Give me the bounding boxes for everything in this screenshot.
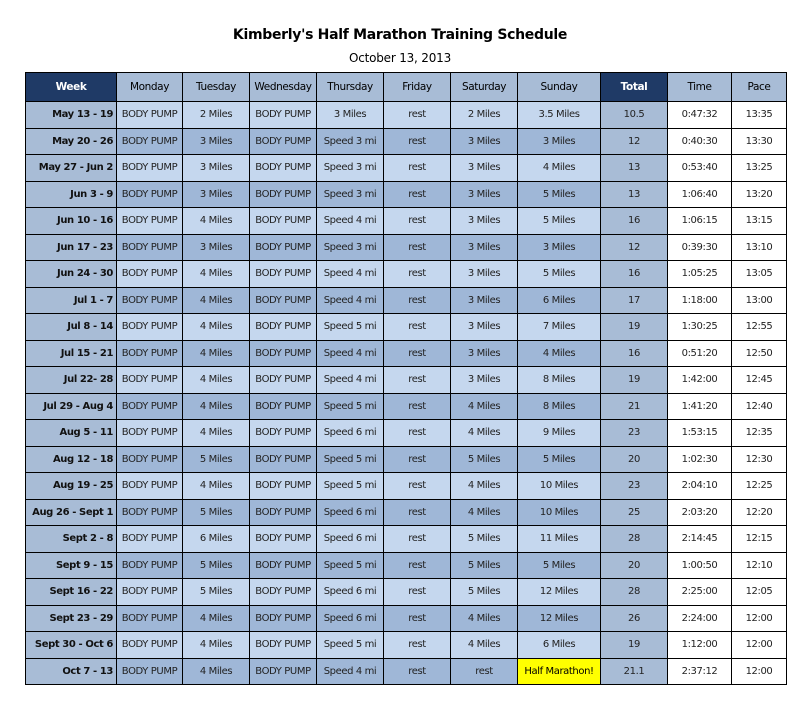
cell-saturday: 3 Miles <box>451 367 518 394</box>
cell-week: Sept 2 - 8 <box>26 526 117 553</box>
cell-pace: 13:10 <box>732 234 787 261</box>
cell-saturday: 4 Miles <box>451 632 518 659</box>
cell-friday: rest <box>384 314 451 341</box>
cell-week: Jun 24 - 30 <box>26 261 117 288</box>
cell-friday: rest <box>384 446 451 473</box>
cell-saturday: 4 Miles <box>451 473 518 500</box>
column-header-saturday: Saturday <box>451 73 518 102</box>
cell-friday: rest <box>384 393 451 420</box>
cell-week: May 20 - 26 <box>26 128 117 155</box>
cell-monday: BODY PUMP <box>117 234 183 261</box>
cell-week: Aug 26 - Sept 1 <box>26 499 117 526</box>
table-row <box>26 420 787 447</box>
cell-saturday: 4 Miles <box>451 393 518 420</box>
table-row <box>26 658 787 685</box>
cell-time: 1:18:00 <box>668 287 732 314</box>
cell-tuesday: 4 Miles <box>183 261 250 288</box>
cell-week: Aug 19 - 25 <box>26 473 117 500</box>
cell-time: 2:04:10 <box>668 473 732 500</box>
cell-sunday: 12 Miles <box>518 605 601 632</box>
cell-total: 19 <box>601 367 668 394</box>
cell-total: 21 <box>601 393 668 420</box>
cell-time: 1:42:00 <box>668 367 732 394</box>
cell-thursday: Speed 6 mi <box>317 579 384 606</box>
cell-wednesday: BODY PUMP <box>250 420 317 447</box>
cell-thursday: Speed 6 mi <box>317 499 384 526</box>
cell-monday: BODY PUMP <box>117 632 183 659</box>
cell-wednesday: BODY PUMP <box>250 393 317 420</box>
cell-friday: rest <box>384 208 451 235</box>
cell-monday: BODY PUMP <box>117 420 183 447</box>
cell-friday: rest <box>384 234 451 261</box>
cell-monday: BODY PUMP <box>117 526 183 553</box>
table-row <box>26 446 787 473</box>
table-row <box>26 473 787 500</box>
cell-tuesday: 5 Miles <box>183 579 250 606</box>
cell-monday: BODY PUMP <box>117 579 183 606</box>
cell-saturday: 5 Miles <box>451 526 518 553</box>
cell-time: 0:53:40 <box>668 155 732 182</box>
column-header-week: Week <box>26 73 117 102</box>
cell-pace: 12:40 <box>732 393 787 420</box>
cell-total: 20 <box>601 446 668 473</box>
cell-pace: 12:35 <box>732 420 787 447</box>
cell-sunday: 8 Miles <box>518 393 601 420</box>
cell-friday: rest <box>384 155 451 182</box>
cell-time: 2:24:00 <box>668 605 732 632</box>
cell-friday: rest <box>384 128 451 155</box>
cell-thursday: Speed 4 mi <box>317 208 384 235</box>
training-schedule-table <box>25 72 787 685</box>
cell-total: 16 <box>601 261 668 288</box>
cell-thursday: Speed 3 mi <box>317 234 384 261</box>
header-row <box>26 73 787 102</box>
cell-pace: 12:15 <box>732 526 787 553</box>
cell-pace: 13:05 <box>732 261 787 288</box>
cell-friday: rest <box>384 658 451 685</box>
table-row <box>26 208 787 235</box>
cell-pace: 12:30 <box>732 446 787 473</box>
cell-sunday: 3 Miles <box>518 234 601 261</box>
cell-thursday: Speed 5 mi <box>317 446 384 473</box>
table-row <box>26 102 787 129</box>
cell-tuesday: 4 Miles <box>183 420 250 447</box>
cell-thursday: Speed 4 mi <box>317 261 384 288</box>
column-header-wednesday: Wednesday <box>250 73 317 102</box>
cell-thursday: Speed 4 mi <box>317 287 384 314</box>
cell-total: 28 <box>601 526 668 553</box>
cell-friday: rest <box>384 340 451 367</box>
column-header-friday: Friday <box>384 73 451 102</box>
cell-week: Jun 3 - 9 <box>26 181 117 208</box>
cell-wednesday: BODY PUMP <box>250 473 317 500</box>
cell-time: 2:14:45 <box>668 526 732 553</box>
cell-tuesday: 5 Miles <box>183 446 250 473</box>
cell-wednesday: BODY PUMP <box>250 234 317 261</box>
cell-time: 2:03:20 <box>668 499 732 526</box>
cell-time: 1:53:15 <box>668 420 732 447</box>
cell-time: 1:06:15 <box>668 208 732 235</box>
cell-tuesday: 5 Miles <box>183 552 250 579</box>
cell-friday: rest <box>384 632 451 659</box>
cell-tuesday: 3 Miles <box>183 181 250 208</box>
cell-time: 2:37:12 <box>668 658 732 685</box>
cell-tuesday: 2 Miles <box>183 102 250 129</box>
cell-thursday: Speed 6 mi <box>317 420 384 447</box>
table-row <box>26 526 787 553</box>
cell-time: 1:30:25 <box>668 314 732 341</box>
cell-saturday: 5 Miles <box>451 579 518 606</box>
cell-pace: 12:10 <box>732 552 787 579</box>
cell-friday: rest <box>384 552 451 579</box>
cell-pace: 12:45 <box>732 367 787 394</box>
cell-tuesday: 4 Miles <box>183 473 250 500</box>
cell-tuesday: 6 Miles <box>183 526 250 553</box>
cell-total: 12 <box>601 234 668 261</box>
cell-thursday: Speed 6 mi <box>317 526 384 553</box>
cell-monday: BODY PUMP <box>117 208 183 235</box>
cell-tuesday: 4 Miles <box>183 314 250 341</box>
cell-sunday: 9 Miles <box>518 420 601 447</box>
cell-sunday: 5 Miles <box>518 552 601 579</box>
cell-sunday: 10 Miles <box>518 473 601 500</box>
cell-saturday: 4 Miles <box>451 420 518 447</box>
table-row <box>26 499 787 526</box>
cell-thursday: Speed 4 mi <box>317 367 384 394</box>
cell-pace: 13:30 <box>732 128 787 155</box>
cell-time: 0:39:30 <box>668 234 732 261</box>
column-header-thursday: Thursday <box>317 73 384 102</box>
cell-total: 26 <box>601 605 668 632</box>
cell-monday: BODY PUMP <box>117 552 183 579</box>
cell-tuesday: 3 Miles <box>183 155 250 182</box>
cell-week: Jul 1 - 7 <box>26 287 117 314</box>
table-row <box>26 181 787 208</box>
cell-wednesday: BODY PUMP <box>250 632 317 659</box>
cell-monday: BODY PUMP <box>117 446 183 473</box>
cell-monday: BODY PUMP <box>117 605 183 632</box>
cell-wednesday: BODY PUMP <box>250 367 317 394</box>
cell-tuesday: 4 Miles <box>183 340 250 367</box>
cell-saturday: 3 Miles <box>451 287 518 314</box>
cell-sunday: 4 Miles <box>518 155 601 182</box>
cell-pace: 13:35 <box>732 102 787 129</box>
table-row <box>26 128 787 155</box>
table-row <box>26 234 787 261</box>
cell-saturday: 5 Miles <box>451 446 518 473</box>
cell-total: 19 <box>601 632 668 659</box>
cell-sunday: 7 Miles <box>518 314 601 341</box>
table-row <box>26 579 787 606</box>
cell-saturday: 3 Miles <box>451 128 518 155</box>
cell-wednesday: BODY PUMP <box>250 208 317 235</box>
cell-total: 16 <box>601 208 668 235</box>
cell-wednesday: BODY PUMP <box>250 102 317 129</box>
cell-pace: 12:50 <box>732 340 787 367</box>
cell-week: Aug 12 - 18 <box>26 446 117 473</box>
cell-sunday: 3.5 Miles <box>518 102 601 129</box>
cell-pace: 12:25 <box>732 473 787 500</box>
cell-tuesday: 4 Miles <box>183 658 250 685</box>
cell-wednesday: BODY PUMP <box>250 552 317 579</box>
cell-sunday: 5 Miles <box>518 181 601 208</box>
cell-saturday: 5 Miles <box>451 552 518 579</box>
cell-pace: 12:05 <box>732 579 787 606</box>
cell-friday: rest <box>384 579 451 606</box>
cell-monday: BODY PUMP <box>117 658 183 685</box>
cell-pace: 13:00 <box>732 287 787 314</box>
cell-wednesday: BODY PUMP <box>250 314 317 341</box>
table-row <box>26 552 787 579</box>
cell-sunday: 6 Miles <box>518 632 601 659</box>
cell-total: 23 <box>601 420 668 447</box>
page-title: Kimberly's Half Marathon Training Schedule <box>232 27 568 43</box>
cell-friday: rest <box>384 367 451 394</box>
cell-sunday: 4 Miles <box>518 340 601 367</box>
column-header-time: Time <box>668 73 732 102</box>
cell-friday: rest <box>384 473 451 500</box>
cell-sunday: 11 Miles <box>518 526 601 553</box>
cell-pace: 12:00 <box>732 658 787 685</box>
cell-monday: BODY PUMP <box>117 367 183 394</box>
cell-thursday: Speed 5 mi <box>317 552 384 579</box>
cell-tuesday: 3 Miles <box>183 128 250 155</box>
cell-wednesday: BODY PUMP <box>250 658 317 685</box>
cell-saturday: 3 Miles <box>451 208 518 235</box>
cell-thursday: Speed 3 mi <box>317 155 384 182</box>
cell-saturday: 2 Miles <box>451 102 518 129</box>
cell-sunday: 5 Miles <box>518 446 601 473</box>
cell-monday: BODY PUMP <box>117 314 183 341</box>
cell-thursday: Speed 6 mi <box>317 605 384 632</box>
cell-sunday: 5 Miles <box>518 208 601 235</box>
cell-sunday: 10 Miles <box>518 499 601 526</box>
cell-saturday: 3 Miles <box>451 155 518 182</box>
page-subtitle-date: October 13, 2013 <box>348 51 452 65</box>
cell-total: 23 <box>601 473 668 500</box>
cell-total: 12 <box>601 128 668 155</box>
cell-monday: BODY PUMP <box>117 287 183 314</box>
table-row <box>26 261 787 288</box>
cell-time: 0:40:30 <box>668 128 732 155</box>
cell-week: Sept 30 - Oct 6 <box>26 632 117 659</box>
cell-pace: 13:25 <box>732 155 787 182</box>
cell-time: 1:00:50 <box>668 552 732 579</box>
cell-thursday: Speed 5 mi <box>317 393 384 420</box>
cell-time: 1:41:20 <box>668 393 732 420</box>
cell-sunday: 8 Miles <box>518 367 601 394</box>
cell-wednesday: BODY PUMP <box>250 340 317 367</box>
cell-wednesday: BODY PUMP <box>250 605 317 632</box>
cell-week: Jun 17 - 23 <box>26 234 117 261</box>
cell-half-marathon-highlight: Half Marathon! <box>518 658 601 685</box>
cell-tuesday: 4 Miles <box>183 393 250 420</box>
cell-wednesday: BODY PUMP <box>250 287 317 314</box>
cell-monday: BODY PUMP <box>117 128 183 155</box>
cell-total: 25 <box>601 499 668 526</box>
cell-time: 1:06:40 <box>668 181 732 208</box>
cell-monday: BODY PUMP <box>117 181 183 208</box>
table-row <box>26 367 787 394</box>
cell-pace: 13:20 <box>732 181 787 208</box>
cell-wednesday: BODY PUMP <box>250 128 317 155</box>
cell-tuesday: 4 Miles <box>183 208 250 235</box>
cell-time: 0:51:20 <box>668 340 732 367</box>
cell-total: 28 <box>601 579 668 606</box>
cell-time: 0:47:32 <box>668 102 732 129</box>
cell-friday: rest <box>384 102 451 129</box>
cell-friday: rest <box>384 420 451 447</box>
cell-time: 2:25:00 <box>668 579 732 606</box>
table-row <box>26 605 787 632</box>
cell-wednesday: BODY PUMP <box>250 446 317 473</box>
cell-total: 13 <box>601 181 668 208</box>
cell-time: 1:05:25 <box>668 261 732 288</box>
cell-wednesday: BODY PUMP <box>250 261 317 288</box>
table-row <box>26 314 787 341</box>
cell-total: 19 <box>601 314 668 341</box>
table-row <box>26 393 787 420</box>
cell-saturday: 3 Miles <box>451 234 518 261</box>
cell-total: 20 <box>601 552 668 579</box>
cell-tuesday: 3 Miles <box>183 234 250 261</box>
cell-monday: BODY PUMP <box>117 340 183 367</box>
table-row <box>26 340 787 367</box>
cell-friday: rest <box>384 499 451 526</box>
cell-week: May 13 - 19 <box>26 102 117 129</box>
cell-thursday: 3 Miles <box>317 102 384 129</box>
cell-monday: BODY PUMP <box>117 393 183 420</box>
cell-total: 13 <box>601 155 668 182</box>
cell-week: Sept 9 - 15 <box>26 552 117 579</box>
cell-pace: 13:15 <box>732 208 787 235</box>
cell-friday: rest <box>384 261 451 288</box>
cell-time: 1:12:00 <box>668 632 732 659</box>
cell-monday: BODY PUMP <box>117 499 183 526</box>
cell-tuesday: 4 Miles <box>183 605 250 632</box>
cell-total: 21.1 <box>601 658 668 685</box>
cell-friday: rest <box>384 526 451 553</box>
cell-week: Jul 22- 28 <box>26 367 117 394</box>
cell-wednesday: BODY PUMP <box>250 526 317 553</box>
cell-thursday: Speed 4 mi <box>317 340 384 367</box>
cell-total: 10.5 <box>601 102 668 129</box>
cell-thursday: Speed 5 mi <box>317 314 384 341</box>
cell-monday: BODY PUMP <box>117 473 183 500</box>
column-header-sunday: Sunday <box>518 73 601 102</box>
cell-friday: rest <box>384 181 451 208</box>
column-header-monday: Monday <box>117 73 183 102</box>
column-header-tuesday: Tuesday <box>183 73 250 102</box>
cell-total: 17 <box>601 287 668 314</box>
cell-pace: 12:00 <box>732 632 787 659</box>
cell-wednesday: BODY PUMP <box>250 499 317 526</box>
cell-monday: BODY PUMP <box>117 155 183 182</box>
cell-friday: rest <box>384 287 451 314</box>
cell-pace: 12:00 <box>732 605 787 632</box>
cell-saturday: 3 Miles <box>451 261 518 288</box>
column-header-pace: Pace <box>732 73 787 102</box>
cell-thursday: Speed 5 mi <box>317 632 384 659</box>
cell-friday: rest <box>384 605 451 632</box>
table-row <box>26 632 787 659</box>
cell-saturday: 4 Miles <box>451 499 518 526</box>
cell-sunday: 6 Miles <box>518 287 601 314</box>
cell-time: 1:02:30 <box>668 446 732 473</box>
cell-pace: 12:20 <box>732 499 787 526</box>
cell-monday: BODY PUMP <box>117 102 183 129</box>
cell-saturday: 3 Miles <box>451 181 518 208</box>
cell-tuesday: 4 Miles <box>183 632 250 659</box>
cell-wednesday: BODY PUMP <box>250 155 317 182</box>
cell-week: Oct 7 - 13 <box>26 658 117 685</box>
cell-week: Jun 10 - 16 <box>26 208 117 235</box>
cell-sunday: 5 Miles <box>518 261 601 288</box>
table-row <box>26 287 787 314</box>
cell-thursday: Speed 5 mi <box>317 473 384 500</box>
cell-wednesday: BODY PUMP <box>250 579 317 606</box>
cell-tuesday: 4 Miles <box>183 287 250 314</box>
cell-week: Jul 15 - 21 <box>26 340 117 367</box>
cell-pace: 12:55 <box>732 314 787 341</box>
cell-week: May 27 - Jun 2 <box>26 155 117 182</box>
cell-saturday: 3 Miles <box>451 314 518 341</box>
cell-week: Jul 8 - 14 <box>26 314 117 341</box>
cell-week: Sept 16 - 22 <box>26 579 117 606</box>
cell-thursday: Speed 3 mi <box>317 128 384 155</box>
cell-week: Aug 5 - 11 <box>26 420 117 447</box>
cell-wednesday: BODY PUMP <box>250 181 317 208</box>
cell-thursday: Speed 3 mi <box>317 181 384 208</box>
cell-week: Jul 29 - Aug 4 <box>26 393 117 420</box>
cell-total: 16 <box>601 340 668 367</box>
cell-tuesday: 5 Miles <box>183 499 250 526</box>
cell-week: Sept 23 - 29 <box>26 605 117 632</box>
cell-thursday: Speed 4 mi <box>317 658 384 685</box>
cell-saturday: 3 Miles <box>451 340 518 367</box>
cell-sunday: 12 Miles <box>518 579 601 606</box>
cell-saturday: 4 Miles <box>451 605 518 632</box>
cell-sunday: 3 Miles <box>518 128 601 155</box>
cell-saturday: rest <box>451 658 518 685</box>
cell-monday: BODY PUMP <box>117 261 183 288</box>
column-header-total: Total <box>601 73 668 102</box>
cell-tuesday: 4 Miles <box>183 367 250 394</box>
table-row <box>26 155 787 182</box>
